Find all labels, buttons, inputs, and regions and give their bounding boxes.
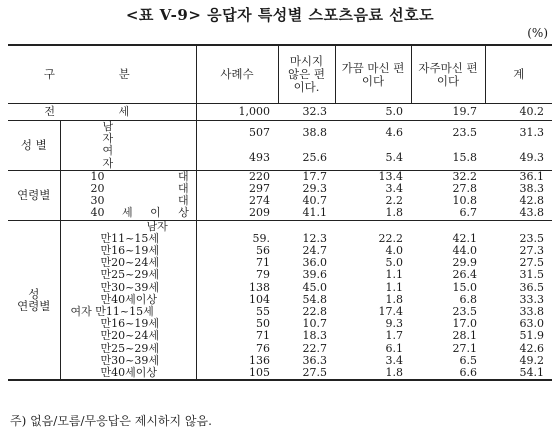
group-label-line-2: 연령별 xyxy=(17,298,51,313)
table-row xyxy=(8,282,552,294)
cell-total: 31.5 xyxy=(519,268,544,282)
row-label: 여 자 xyxy=(60,145,196,170)
table-row-total xyxy=(8,104,552,121)
cell-not-drink: 22.8 xyxy=(302,305,327,319)
cell-count: 105 xyxy=(196,367,278,380)
cell-count: 220 xyxy=(249,169,270,183)
cell-sometimes: 3.4 xyxy=(385,182,403,196)
header-category: 구 분 xyxy=(8,45,196,104)
cell-count: 71 xyxy=(256,329,270,343)
row-label: 만20~24세 xyxy=(60,330,196,342)
cell-sometimes: 4.6 xyxy=(385,126,403,140)
row-label: 만25~29세 xyxy=(60,269,196,281)
cell-count: 507 xyxy=(249,126,270,140)
group-label-age: 연령별 xyxy=(8,170,60,220)
cell-count: 136 xyxy=(249,353,270,367)
cell-total: 31.3 xyxy=(519,126,544,140)
unit-label: (%) xyxy=(527,26,548,40)
row-label: 만30~39세 xyxy=(60,355,196,367)
cell-total: 33.8 xyxy=(519,305,544,319)
cell-total: 23.5 xyxy=(519,231,544,245)
table-row xyxy=(8,145,552,170)
cell-not-drink: 54.8 xyxy=(302,292,327,306)
cell-often: 15.8 xyxy=(411,145,485,170)
cell-total: 51.9 xyxy=(519,329,544,343)
cell-often: 29.9 xyxy=(452,256,477,270)
cell-often: 44.0 xyxy=(452,244,477,258)
cell-total: 42.6 xyxy=(519,341,544,355)
row-label: 10 대 xyxy=(60,170,196,183)
row-label: 만40세이상 xyxy=(60,367,196,380)
cell-often: 15.0 xyxy=(452,280,477,294)
cell-sometimes: 4.0 xyxy=(385,244,403,258)
cell-count: 138 xyxy=(249,280,270,294)
cell-count: 76 xyxy=(256,341,270,355)
cell-count: 71 xyxy=(256,256,270,270)
male-label: 남자 xyxy=(60,220,196,233)
cell-not-drink: 39.6 xyxy=(302,268,327,282)
group-label-line-1: 성 xyxy=(28,286,40,301)
row-label: 만16~19세 xyxy=(60,318,196,330)
cell-not-drink: 40.7 xyxy=(302,194,327,208)
table-row xyxy=(8,207,552,220)
cell-not-drink: 29.3 xyxy=(302,182,327,196)
cell-count: 1,000 xyxy=(196,104,278,121)
cell-total: 49.3 xyxy=(485,145,552,170)
header-count: 사례수 xyxy=(196,45,278,104)
cell-not-drink: 45.0 xyxy=(302,280,327,294)
cell-sometimes: 1.7 xyxy=(385,329,403,343)
cell-sometimes: 17.4 xyxy=(378,305,403,319)
cell-count: 104 xyxy=(249,292,270,306)
preference-table xyxy=(8,44,552,381)
cell-sometimes: 2.2 xyxy=(385,194,403,208)
cell-count: 59. xyxy=(252,231,270,245)
cell-total: 43.8 xyxy=(485,207,552,220)
cell-count: 493 xyxy=(196,145,278,170)
row-label: 만11~15세 xyxy=(60,233,196,245)
cell-often: 6.5 xyxy=(459,353,477,367)
row-label: 전 세 xyxy=(8,104,196,121)
cell-often: 23.5 xyxy=(452,305,477,319)
table-row xyxy=(8,121,552,146)
row-label: 만11~15세 xyxy=(95,305,154,319)
cell-sometimes: 5.0 xyxy=(335,104,411,121)
cell-often: 27.8 xyxy=(452,182,477,196)
cell-sometimes: 1.8 xyxy=(385,292,403,306)
cell-often: 6.6 xyxy=(411,367,485,380)
cell-often: 17.0 xyxy=(452,317,477,331)
cell-count: 79 xyxy=(256,268,270,282)
cell-total: 40.2 xyxy=(485,104,552,121)
cell-sometimes: 9.3 xyxy=(385,317,403,331)
cell-count: 55 xyxy=(256,305,270,319)
cell-often: 19.7 xyxy=(411,104,485,121)
table-row xyxy=(8,330,552,342)
table-row xyxy=(8,367,552,380)
cell-total: 27.3 xyxy=(519,244,544,258)
cell-often: 23.5 xyxy=(452,126,477,140)
cell-not-drink: 12.3 xyxy=(302,231,327,245)
row-label: 40 세 이 상 xyxy=(60,207,196,220)
cell-not-drink: 27.5 xyxy=(278,367,335,380)
cell-sometimes: 5.0 xyxy=(385,256,403,270)
cell-often: 42.1 xyxy=(452,231,477,245)
cell-total: 36.1 xyxy=(519,169,544,183)
row-label: 남 자 xyxy=(60,121,196,146)
female-label: 여자 xyxy=(70,305,92,319)
row-label: 만40세이상 xyxy=(60,294,196,306)
cell-total: 38.3 xyxy=(519,182,544,196)
cell-total: 36.5 xyxy=(519,280,544,294)
group-label-gender: 성 별 xyxy=(8,121,60,171)
header-total: 계 xyxy=(485,45,552,104)
group-label-gender-age xyxy=(8,220,60,380)
cell-total: 54.1 xyxy=(485,367,552,380)
cell-total: 27.5 xyxy=(519,256,544,270)
cell-often: 27.1 xyxy=(452,341,477,355)
cell-not-drink: 36.0 xyxy=(302,256,327,270)
cell-not-drink: 32.3 xyxy=(278,104,335,121)
cell-not-drink: 25.6 xyxy=(278,145,335,170)
cell-often: 10.8 xyxy=(452,194,477,208)
cell-count: 209 xyxy=(196,207,278,220)
cell-sometimes: 5.4 xyxy=(335,145,411,170)
row-label: 만16~19세 xyxy=(60,245,196,257)
cell-total: 63.0 xyxy=(519,317,544,331)
cell-sometimes: 3.4 xyxy=(385,353,403,367)
cell-count: 56 xyxy=(256,244,270,258)
cell-not-drink: 18.3 xyxy=(302,329,327,343)
cell-sometimes: 1.1 xyxy=(385,280,403,294)
table-row-male-header xyxy=(8,220,552,233)
header-often: 자주마신 편이다 xyxy=(411,45,485,104)
cell-often: 6.8 xyxy=(459,292,477,306)
footnote: 주) 없음/모름/무응답은 제시하지 않음. xyxy=(10,414,212,428)
row-label: 만25~29세 xyxy=(60,343,196,355)
cell-total: 33.3 xyxy=(519,292,544,306)
cell-often: 32.2 xyxy=(452,169,477,183)
cell-sometimes: 6.1 xyxy=(385,341,403,355)
cell-often: 26.4 xyxy=(452,268,477,282)
header-row xyxy=(8,45,552,104)
row-label: 만20~24세 xyxy=(60,257,196,269)
header-not-drink: 마시지 않은 편이다. xyxy=(278,45,335,104)
cell-count: 297 xyxy=(249,182,270,196)
cell-sometimes: 1.1 xyxy=(385,268,403,282)
cell-not-drink: 22.7 xyxy=(302,341,327,355)
row-label: 만30~39세 xyxy=(60,282,196,294)
table-row xyxy=(8,269,552,281)
cell-sometimes: 22.2 xyxy=(378,231,403,245)
cell-not-drink: 17.7 xyxy=(302,169,327,183)
cell-sometimes: 1.8 xyxy=(335,207,411,220)
row-label: 20 대 xyxy=(60,183,196,195)
row-label: 30 대 xyxy=(60,195,196,207)
cell-not-drink: 10.7 xyxy=(302,317,327,331)
cell-not-drink: 38.8 xyxy=(302,126,327,140)
cell-not-drink: 41.1 xyxy=(278,207,335,220)
table-title: <표 V-9> 응답자 특성별 스포츠음료 선호도 xyxy=(125,6,435,24)
cell-often: 28.1 xyxy=(452,329,477,343)
cell-total: 49.2 xyxy=(519,353,544,367)
header-sometimes: 가끔 마신 편이다 xyxy=(335,45,411,104)
cell-total: 42.8 xyxy=(519,194,544,208)
cell-count: 274 xyxy=(249,194,270,208)
cell-sometimes: 1.8 xyxy=(335,367,411,380)
cell-count: 50 xyxy=(256,317,270,331)
cell-sometimes: 13.4 xyxy=(378,169,403,183)
cell-often: 6.7 xyxy=(411,207,485,220)
cell-not-drink: 24.7 xyxy=(302,244,327,258)
cell-not-drink: 36.3 xyxy=(302,353,327,367)
